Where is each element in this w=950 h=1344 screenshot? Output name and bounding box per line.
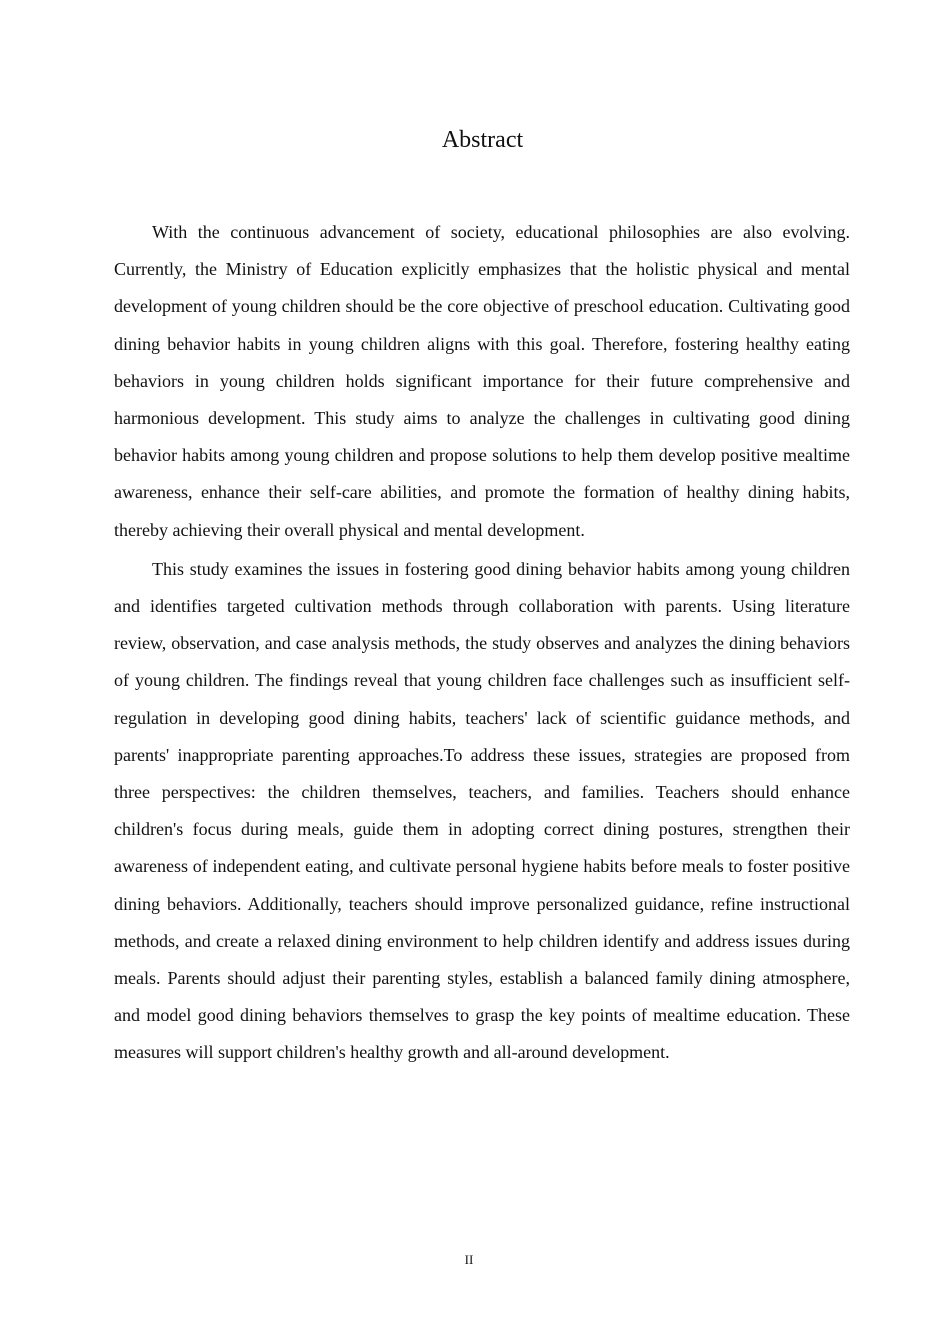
abstract-paragraph-2: This study examines the issues in fostering good dining behavior habits among young children and identifies targeted cultivation methods through collaboration with parents. Using literature review, observation, and case analysis methods, the study observes and analyzes the dining behaviors of young children. The findings reveal that young children face challenges such as insufficient self-regulation in developing good dining habits, teachers' lack of scientific guidance methods, and parents' inappropriate parenting approaches.To address these issues, strategies are proposed from three perspectives: the children themselves, teachers, and families. Teachers should enhance children's focus during meals, guide them in adopting correct dining postures, strengthen their awareness of independent eating, and cultivate personal hygiene habits before meals to foster positive dining behaviors. Additionally, teachers should improve personalized guidance, refine instructional methods, and create a relaxed dining environment to help children identify and address issues during meals. Parents should adjust their parenting styles, establish a balanced family dining atmosphere, and model good dining behaviors themselves to grasp the key points of mealtime education. These measures will support children's healthy growth and all-around development. [114, 558, 850, 1063]
page-title: Abstract [441, 127, 524, 153]
abstract-paragraph-1: With the continuous advancement of society, educational philosophies are also evolving. Currently, the Ministry of Education explicitly emphasizes that the holistic physical and mental development of young children should be the core objective of preschool education. Cultivating good dining behavior habits in young children aligns with this goal. Therefore, fostering healthy eating behaviors in young children holds significant importance for their future comprehensive and harmonious development. This study aims to analyze the challenges in cultivating good dining behavior habits among young children and propose solutions to help them develop positive mealtime awareness, enhance their self-care abilities, and promote the formation of healthy dining habits, thereby achieving their overall physical and mental development. [114, 222, 850, 540]
page-number: II [464, 1252, 474, 1267]
abstract-body [114, 214, 850, 1072]
